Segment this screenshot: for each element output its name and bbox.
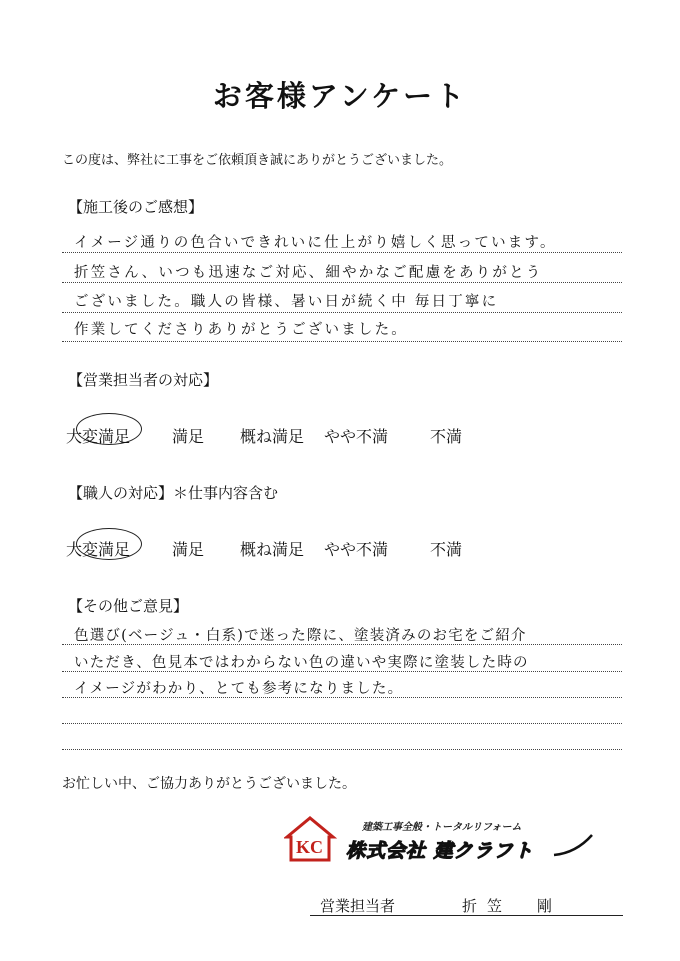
other-heading: 【その他ご意見】 <box>68 597 189 615</box>
closing-text: お忙しい中、ご協力ありがとうございました。 <box>62 776 356 792</box>
craftsmen-option-5: 不満 <box>430 540 463 559</box>
sales-heading: 【営業担当者の対応】 <box>68 371 219 389</box>
impression-line-3: ございました。職人の皆様、暑い日が続く中 毎日丁寧に <box>74 294 499 310</box>
sales-option-4: やや不満 <box>324 427 389 446</box>
logo-swoosh-icon <box>554 835 592 855</box>
impression-line-2: 折笠さん、いつも迅速なご対応、細やかなご配慮をありがとう <box>74 265 543 281</box>
logo-mark: KC <box>296 837 323 857</box>
other-rule-5 <box>62 749 622 750</box>
sales-option-2: 満足 <box>172 427 205 446</box>
signature-rule <box>310 915 623 916</box>
sales-option-5: 不満 <box>430 427 463 446</box>
other-line-2: いただき、色見本ではわからない色の違いや実際に塗装した時の <box>74 655 529 671</box>
impression-heading: 【施工後のご感想】 <box>68 198 204 216</box>
impression-rule-3 <box>62 312 622 313</box>
craftsmen-heading: 【職人の対応】＊仕事内容含む <box>68 484 279 502</box>
signature-label: 営業担当者 <box>320 897 396 915</box>
impression-rule-1 <box>62 252 622 253</box>
impression-line-1: イメージ通りの色合いできれいに仕上がり嬉しく思っています。 <box>74 235 557 251</box>
page-title: お客様アンケート <box>212 79 468 113</box>
other-line-3: イメージがわかり、とても参考になりました。 <box>74 681 404 697</box>
intro-text: この度は、弊社に工事をご依頼頂き誠にありがとうございました。 <box>62 153 453 168</box>
other-line-1: 色選び(ベージュ・白系)で迷った際に、塗装済みのお宅をご紹介 <box>74 628 527 644</box>
impression-line-4: 作業してくださりありがとうございました。 <box>74 322 408 338</box>
sales-option-1: 大変満足 <box>66 427 131 446</box>
craftsmen-option-4: やや不満 <box>324 540 389 559</box>
logo-company-name: 株式会社 建クラフト <box>346 840 534 862</box>
other-rule-4 <box>62 723 622 724</box>
signature-name: 折笠 剛 <box>462 897 563 915</box>
impression-rule-2 <box>62 282 622 283</box>
company-logo <box>284 813 604 863</box>
sales-option-3: 概ね満足 <box>240 427 305 446</box>
craftsmen-option-3: 概ね満足 <box>240 540 305 559</box>
house-logo-icon <box>284 813 604 863</box>
craftsmen-option-1: 大変満足 <box>66 540 131 559</box>
impression-rule-4 <box>62 341 622 342</box>
craftsmen-option-2: 満足 <box>172 540 205 559</box>
logo-tagline: 建築工事全般・トータルリフォーム <box>362 822 522 833</box>
